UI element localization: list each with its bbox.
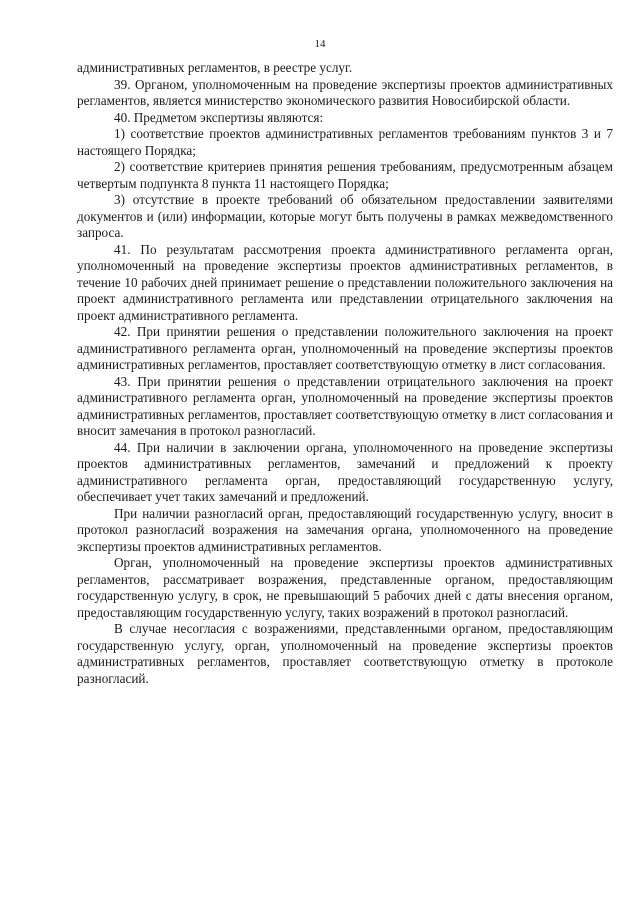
paragraph-40: 40. Предметом экспертизы являются: [114, 109, 324, 125]
page-number: 14 [314, 38, 326, 50]
paragraph-44-review: Орган, уполномоченный на проведение экспертизы проектов административных регламентов, рассматривает возражения, представленные органом, предоставляющим государственную услугу, в срок, не превышающий 5 рабочих дней с даты внесения органом, предоставляющим государственную услугу, таких возражений в протокол разногласий. [77, 555, 613, 620]
paragraph-44-nonagreement: В случае несогласия с возражениями, представленными органом, предоставляющим государственную услугу, орган, уполномоченный на проведение экспертизы проектов административных регламентов, проставляет соответствующую отметку в протоколе разногласий. [77, 621, 613, 686]
paragraph-40-item-2: 2) соответствие критериев принятия решения требованиям, предусмотренным абзацем четвертым подпункта 8 пункта 11 настоящего Порядка; [77, 159, 613, 191]
paragraph-42: 42. При принятии решения о представлении положительного заключения на проект административного регламента орган, уполномоченный на проведение экспертизы проектов административных регламентов, проставляет соответствующую отметку в лист согласования. [77, 324, 613, 372]
paragraph-40-item-1: 1) соответствие проектов административных регламентов требованиям пунктов 3 и 7 настоящего Порядка; [77, 126, 613, 158]
paragraph-41: 41. По результатам рассмотрения проекта административного регламента орган, уполномоченный на проведение экспертизы проектов административных регламентов, в течение 10 рабочих дней принимает решение о представлении положительного заключения на проект административного регламента или представлении отрицательного заключения на проект административного регламента. [77, 241, 613, 323]
paragraph-continuation: административных регламентов, в реестре услуг. [77, 60, 353, 75]
paragraph-43: 43. При принятии решения о представлении отрицательного заключения на проект административного регламента орган, уполномоченный на проведение экспертизы проектов административных регламентов, проставляет соответствующую отметку в лист согласования и вносит замечания в протокол разногласий. [77, 373, 613, 438]
paragraph-44-disagreements: При наличии разногласий орган, предоставляющий государственную услугу, вносит в протокол разногласий возражения на замечания органа, уполномоченного на проведение экспертизы проектов административных регламентов. [77, 505, 613, 554]
document-body [77, 60, 613, 687]
paragraph-44: 44. При наличии в заключении органа, уполномоченного на проведение экспертизы проектов административных регламентов, замечаний и предложений к проекту административного регламента орган, предоставляющий государственную услугу, обеспечивает учет таких замечаний и предложений. [77, 439, 613, 504]
paragraph-39: 39. Органом, уполномоченным на проведение экспертизы проектов административных регламентов, является министерство экономического развития Новосибирской области. [77, 76, 613, 108]
paragraph-40-item-3: 3) отсутствие в проекте требований об обязательном предоставлении заявителями документов и (или) информации, которые могут быть получены в рамках межведомственного запроса. [77, 192, 613, 240]
